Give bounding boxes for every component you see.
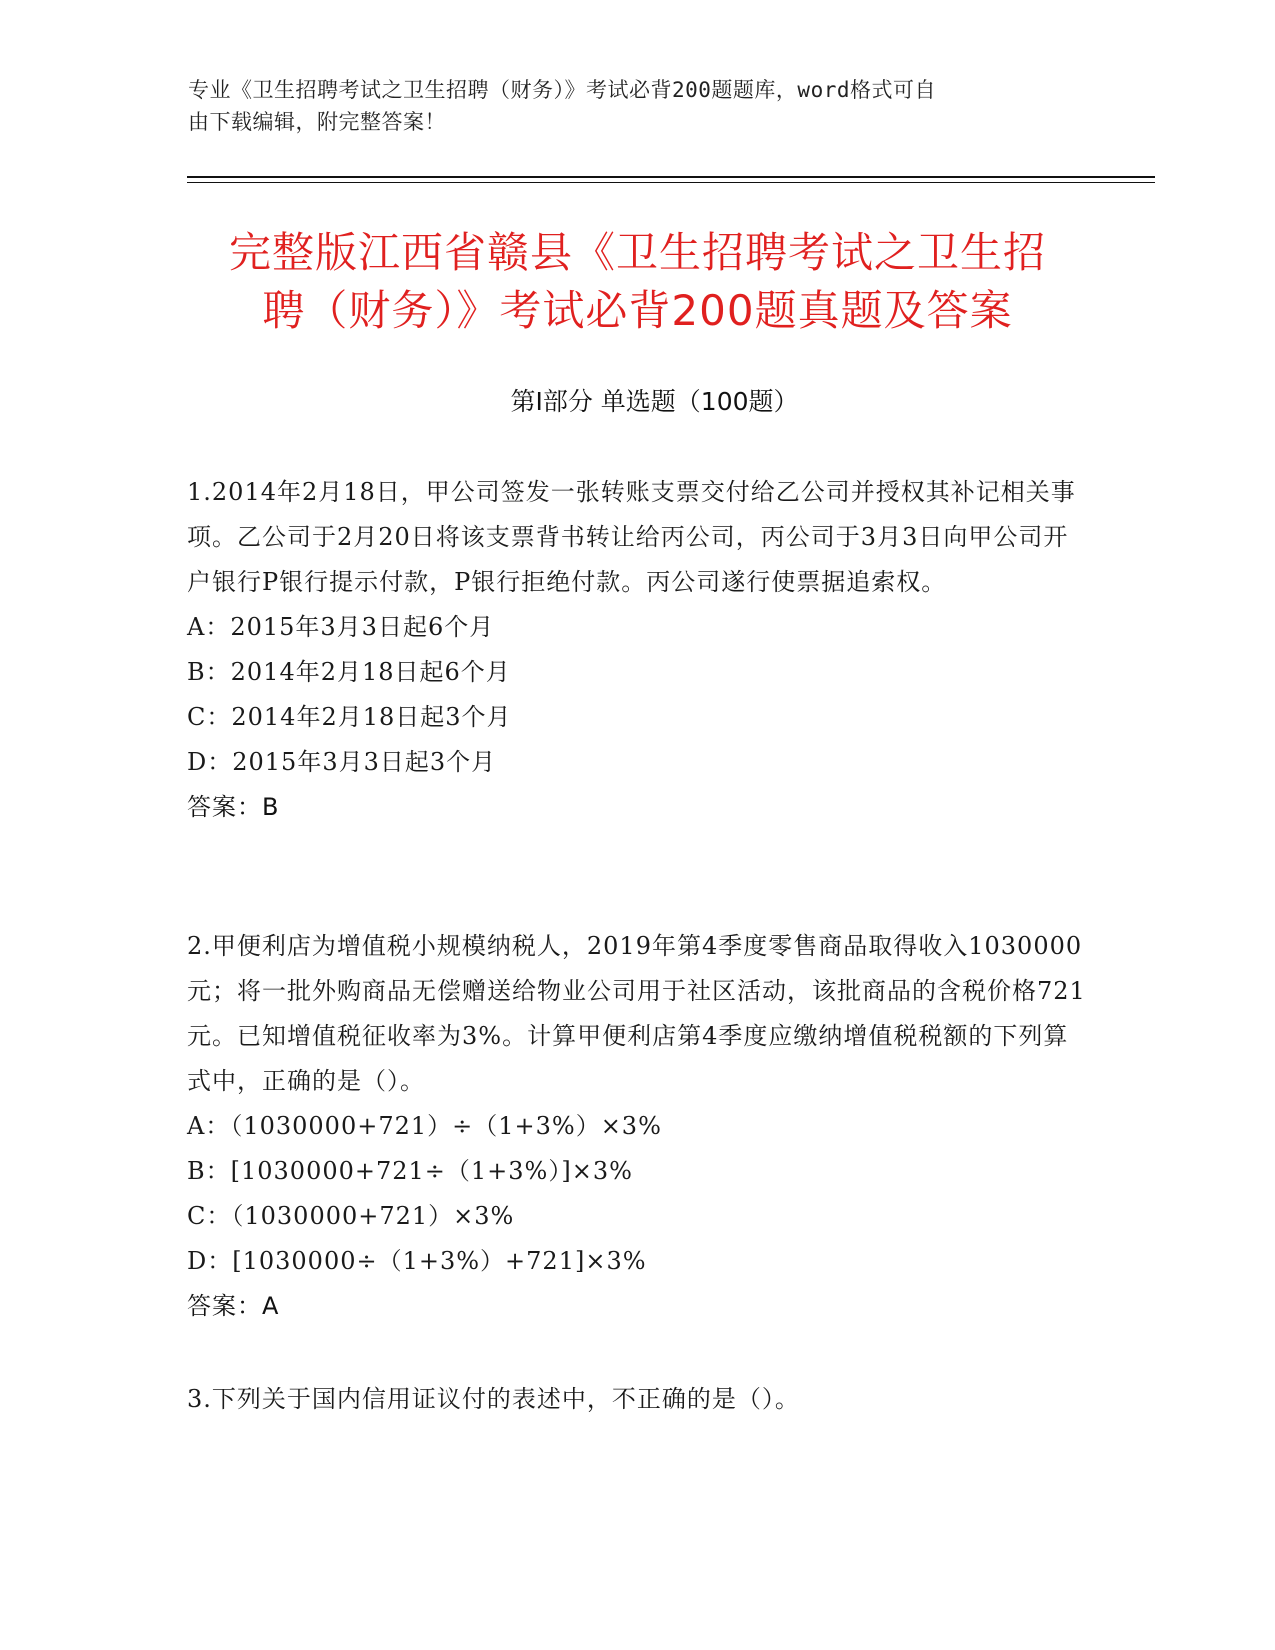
header-note <box>188 74 1088 138</box>
option-b: B：2014年2月18日起6个月 <box>187 658 511 686</box>
question-3 <box>187 1377 1087 1422</box>
option-d: D：2015年3月3日起3个月 <box>187 748 497 776</box>
answer: 答案：B <box>187 793 280 821</box>
option-c: C：2014年2月18日起3个月 <box>187 703 512 731</box>
option-c: C：（1030000+721）×3% <box>187 1202 515 1230</box>
option-a: A：2015年3月3日起6个月 <box>187 613 495 641</box>
document-title-line-1: 完整版江西省赣县《卫生招聘考试之卫生招 <box>228 228 1046 277</box>
option-a: A：（1030000+721）÷（1+3%）×3% <box>187 1112 662 1140</box>
question-stem: 1.2014年2月18日，甲公司签发一张转账支票交付给乙公司并授权其补记相关事项。乙公司于2月20日将该支票背书转让给丙公司，丙公司于3月3日向甲公司开户银行P银行提示付款，P银行拒绝付款。丙公司遂行使票据追索权。 <box>187 478 1076 596</box>
option-d: D：[1030000÷（1+3%）+721]×3% <box>187 1247 647 1275</box>
question-stem: 2.甲便利店为增值税小规模纳税人，2019年第4季度零售商品取得收入1030000元；将一批外购商品无偿赠送给物业公司用于社区活动，该批商品的含税价格721元。已知增值税征收率为3%。计算甲便利店第4季度应缴纳增值税税额的下列算式中，正确的是（）。 <box>187 932 1086 1095</box>
section-title: 第Ⅰ部分 单选题（100题） <box>510 387 799 416</box>
option-b: B：[1030000+721÷（1+3%）]×3% <box>187 1157 633 1185</box>
question-2 <box>187 924 1087 1329</box>
question-1 <box>187 470 1087 830</box>
header-divider-thick <box>187 176 1155 178</box>
question-stem: 3.下列关于国内信用证议付的表述中，不正确的是（）。 <box>187 1385 800 1413</box>
document-title <box>170 224 1105 340</box>
header-note-line-2: 由下载编辑，附完整答案！ <box>188 110 446 134</box>
answer: 答案：A <box>187 1292 280 1320</box>
document-title-line-2: 聘（财务）》考试必背200题真题及答案 <box>262 286 1013 335</box>
header-divider-thin <box>187 182 1155 183</box>
header-note-line-1: 专业《卫生招聘考试之卫生招聘（财务）》考试必背200题题库，word格式可自 <box>188 78 936 102</box>
